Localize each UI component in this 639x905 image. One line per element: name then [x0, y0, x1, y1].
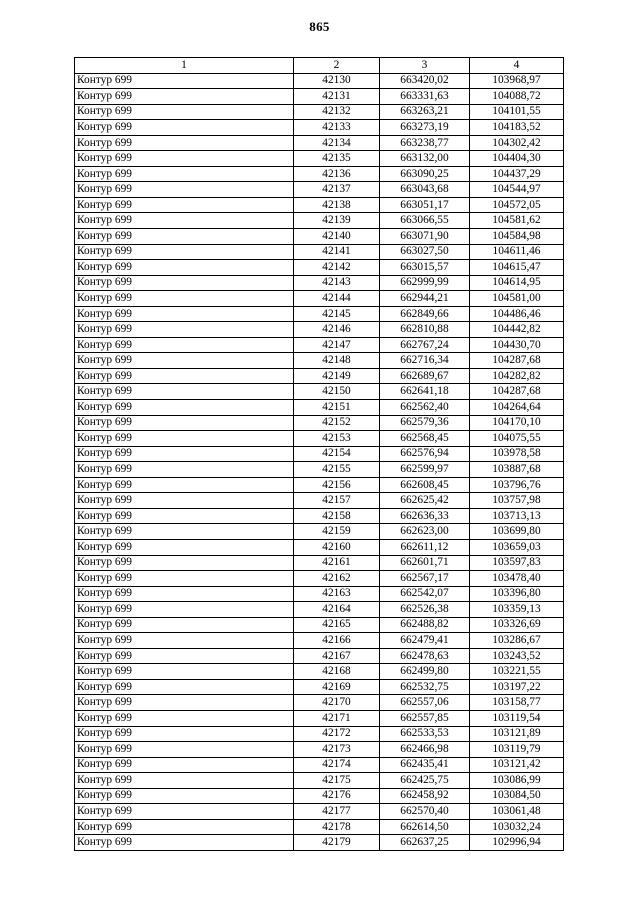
- table-row: [75, 726, 564, 742]
- table-row: [75, 773, 564, 789]
- y-coordinate-cell: 104544,97: [470, 182, 564, 198]
- y-coordinate-cell: 103084,50: [470, 788, 564, 804]
- table-row: [75, 415, 564, 431]
- y-coordinate-cell: 104611,46: [470, 244, 564, 260]
- y-coordinate-cell: 104614,95: [470, 275, 564, 291]
- table-row: [75, 291, 564, 307]
- contour-name-cell: Контур 699: [75, 446, 294, 462]
- y-coordinate-cell: 103978,58: [470, 446, 564, 462]
- point-number-cell: 42163: [294, 586, 380, 602]
- point-number-cell: 42150: [294, 384, 380, 400]
- y-coordinate-cell: 104581,00: [470, 291, 564, 307]
- y-coordinate-cell: 104437,29: [470, 166, 564, 182]
- table-row: [75, 197, 564, 213]
- point-number-cell: 42162: [294, 571, 380, 587]
- y-coordinate-cell: 103119,79: [470, 742, 564, 758]
- table-row: [75, 182, 564, 198]
- y-coordinate-cell: 103197,22: [470, 679, 564, 695]
- x-coordinate-cell: 662599,97: [380, 462, 470, 478]
- x-coordinate-cell: 662542,07: [380, 586, 470, 602]
- y-coordinate-cell: 104101,55: [470, 104, 564, 120]
- y-coordinate-cell: 104287,68: [470, 353, 564, 369]
- point-number-cell: 42172: [294, 726, 380, 742]
- x-coordinate-cell: 662568,45: [380, 431, 470, 447]
- table-row: [75, 835, 564, 851]
- point-number-cell: 42177: [294, 804, 380, 820]
- point-number-cell: 42138: [294, 197, 380, 213]
- contour-name-cell: Контур 699: [75, 260, 294, 276]
- x-coordinate-cell: 662526,38: [380, 602, 470, 618]
- contour-name-cell: Контур 699: [75, 508, 294, 524]
- table-row: [75, 617, 564, 633]
- point-number-cell: 42160: [294, 539, 380, 555]
- table-row: [75, 306, 564, 322]
- point-number-cell: 42140: [294, 229, 380, 245]
- x-coordinate-cell: 663090,25: [380, 166, 470, 182]
- point-number-cell: 42168: [294, 664, 380, 680]
- point-number-cell: 42130: [294, 73, 380, 89]
- table-row: [75, 260, 564, 276]
- table-row: [75, 742, 564, 758]
- x-coordinate-cell: 663420,02: [380, 73, 470, 89]
- x-coordinate-cell: 662689,67: [380, 368, 470, 384]
- table-row: [75, 337, 564, 353]
- x-coordinate-cell: 662944,21: [380, 291, 470, 307]
- contour-name-cell: Контур 699: [75, 384, 294, 400]
- x-coordinate-cell: 662478,63: [380, 648, 470, 664]
- table-row: [75, 679, 564, 695]
- y-coordinate-cell: 103032,24: [470, 819, 564, 835]
- table-row: [75, 648, 564, 664]
- contour-name-cell: Контур 699: [75, 804, 294, 820]
- contour-name-cell: Контур 699: [75, 586, 294, 602]
- point-number-cell: 42153: [294, 431, 380, 447]
- point-number-cell: 42179: [294, 835, 380, 851]
- header-col-2: 2: [294, 58, 380, 74]
- table-row: [75, 633, 564, 649]
- table-row: [75, 695, 564, 711]
- table-row: [75, 602, 564, 618]
- contour-name-cell: Контур 699: [75, 73, 294, 89]
- table-row: [75, 322, 564, 338]
- y-coordinate-cell: 103286,67: [470, 633, 564, 649]
- y-coordinate-cell: 104572,05: [470, 197, 564, 213]
- contour-name-cell: Контур 699: [75, 477, 294, 493]
- contour-name-cell: Контур 699: [75, 135, 294, 151]
- table-row: [75, 539, 564, 555]
- y-coordinate-cell: 103158,77: [470, 695, 564, 711]
- y-coordinate-cell: 103061,48: [470, 804, 564, 820]
- y-coordinate-cell: 103659,03: [470, 539, 564, 555]
- point-number-cell: 42147: [294, 337, 380, 353]
- y-coordinate-cell: 103796,76: [470, 477, 564, 493]
- y-coordinate-cell: 104430,70: [470, 337, 564, 353]
- table-row: [75, 586, 564, 602]
- point-number-cell: 42159: [294, 524, 380, 540]
- table-row: [75, 135, 564, 151]
- x-coordinate-cell: 663043,68: [380, 182, 470, 198]
- x-coordinate-cell: 662479,41: [380, 633, 470, 649]
- y-coordinate-cell: 104170,10: [470, 415, 564, 431]
- point-number-cell: 42137: [294, 182, 380, 198]
- table-body: [75, 73, 564, 850]
- contour-name-cell: Контур 699: [75, 742, 294, 758]
- point-number-cell: 42157: [294, 493, 380, 509]
- point-number-cell: 42144: [294, 291, 380, 307]
- contour-name-cell: Контур 699: [75, 322, 294, 338]
- point-number-cell: 42146: [294, 322, 380, 338]
- y-coordinate-cell: 103119,54: [470, 710, 564, 726]
- contour-name-cell: Контур 699: [75, 524, 294, 540]
- y-coordinate-cell: 103713,13: [470, 508, 564, 524]
- table-row: [75, 104, 564, 120]
- x-coordinate-cell: 663273,19: [380, 120, 470, 136]
- y-coordinate-cell: 103699,80: [470, 524, 564, 540]
- x-coordinate-cell: 663132,00: [380, 151, 470, 167]
- y-coordinate-cell: 103757,98: [470, 493, 564, 509]
- y-coordinate-cell: 103326,69: [470, 617, 564, 633]
- contour-name-cell: Контур 699: [75, 353, 294, 369]
- contour-name-cell: Контур 699: [75, 819, 294, 835]
- page-number: 865: [309, 19, 330, 34]
- y-coordinate-cell: 103887,68: [470, 462, 564, 478]
- contour-name-cell: Контур 699: [75, 306, 294, 322]
- table-row: [75, 555, 564, 571]
- y-coordinate-cell: 104404,30: [470, 151, 564, 167]
- contour-name-cell: Контур 699: [75, 602, 294, 618]
- contour-name-cell: Контур 699: [75, 89, 294, 105]
- x-coordinate-cell: 662458,92: [380, 788, 470, 804]
- contour-name-cell: Контур 699: [75, 773, 294, 789]
- point-number-cell: 42164: [294, 602, 380, 618]
- x-coordinate-cell: 662425,75: [380, 773, 470, 789]
- y-coordinate-cell: 104302,42: [470, 135, 564, 151]
- x-coordinate-cell: 662716,34: [380, 353, 470, 369]
- table-row: [75, 166, 564, 182]
- y-coordinate-cell: 104615,47: [470, 260, 564, 276]
- contour-name-cell: Контур 699: [75, 213, 294, 229]
- point-number-cell: 42151: [294, 400, 380, 416]
- contour-name-cell: Контур 699: [75, 462, 294, 478]
- contour-name-cell: Контур 699: [75, 835, 294, 851]
- contour-name-cell: Контур 699: [75, 166, 294, 182]
- x-coordinate-cell: 662601,71: [380, 555, 470, 571]
- table-row: [75, 508, 564, 524]
- point-number-cell: 42142: [294, 260, 380, 276]
- x-coordinate-cell: 662636,33: [380, 508, 470, 524]
- x-coordinate-cell: 662557,85: [380, 710, 470, 726]
- point-number-cell: 42170: [294, 695, 380, 711]
- contour-name-cell: Контур 699: [75, 679, 294, 695]
- table-row: [75, 664, 564, 680]
- point-number-cell: 42149: [294, 368, 380, 384]
- point-number-cell: 42145: [294, 306, 380, 322]
- contour-name-cell: Контур 699: [75, 695, 294, 711]
- contour-name-cell: Контур 699: [75, 571, 294, 587]
- contour-name-cell: Контур 699: [75, 120, 294, 136]
- point-number-cell: 42143: [294, 275, 380, 291]
- table-row: [75, 462, 564, 478]
- x-coordinate-cell: 662488,82: [380, 617, 470, 633]
- x-coordinate-cell: 662810,88: [380, 322, 470, 338]
- table-row: [75, 368, 564, 384]
- contour-name-cell: Контур 699: [75, 151, 294, 167]
- point-number-cell: 42166: [294, 633, 380, 649]
- table-row: [75, 244, 564, 260]
- contour-name-cell: Контур 699: [75, 197, 294, 213]
- table-row: [75, 431, 564, 447]
- point-number-cell: 42131: [294, 89, 380, 105]
- point-number-cell: 42178: [294, 819, 380, 835]
- table-row: [75, 788, 564, 804]
- y-coordinate-cell: 104581,62: [470, 213, 564, 229]
- y-coordinate-cell: 104287,68: [470, 384, 564, 400]
- x-coordinate-cell: 662579,36: [380, 415, 470, 431]
- contour-name-cell: Контур 699: [75, 493, 294, 509]
- x-coordinate-cell: 662570,40: [380, 804, 470, 820]
- y-coordinate-cell: 103086,99: [470, 773, 564, 789]
- contour-name-cell: Контур 699: [75, 291, 294, 307]
- table-row: [75, 477, 564, 493]
- x-coordinate-cell: 662999,99: [380, 275, 470, 291]
- y-coordinate-cell: 103121,89: [470, 726, 564, 742]
- contour-name-cell: Контур 699: [75, 726, 294, 742]
- y-coordinate-cell: 104282,82: [470, 368, 564, 384]
- contour-name-cell: Контур 699: [75, 104, 294, 120]
- contour-name-cell: Контур 699: [75, 648, 294, 664]
- table-row: [75, 89, 564, 105]
- y-coordinate-cell: 103396,80: [470, 586, 564, 602]
- table-row: [75, 151, 564, 167]
- contour-name-cell: Контур 699: [75, 400, 294, 416]
- contour-name-cell: Контур 699: [75, 539, 294, 555]
- table-row: [75, 493, 564, 509]
- y-coordinate-cell: 103597,83: [470, 555, 564, 571]
- y-coordinate-cell: 104264,64: [470, 400, 564, 416]
- point-number-cell: 42152: [294, 415, 380, 431]
- point-number-cell: 42135: [294, 151, 380, 167]
- y-coordinate-cell: 104088,72: [470, 89, 564, 105]
- x-coordinate-cell: 662499,80: [380, 664, 470, 680]
- point-number-cell: 42136: [294, 166, 380, 182]
- contour-name-cell: Контур 699: [75, 757, 294, 773]
- table-row: [75, 524, 564, 540]
- contour-name-cell: Контур 699: [75, 555, 294, 571]
- table-row: [75, 804, 564, 820]
- coordinates-table: [74, 57, 564, 851]
- x-coordinate-cell: 662562,40: [380, 400, 470, 416]
- x-coordinate-cell: 662614,50: [380, 819, 470, 835]
- contour-name-cell: Контур 699: [75, 337, 294, 353]
- x-coordinate-cell: 663331,63: [380, 89, 470, 105]
- x-coordinate-cell: 663015,57: [380, 260, 470, 276]
- point-number-cell: 42165: [294, 617, 380, 633]
- table-header: [75, 58, 564, 74]
- header-col-1: 1: [75, 58, 294, 74]
- y-coordinate-cell: 104486,46: [470, 306, 564, 322]
- point-number-cell: 42141: [294, 244, 380, 260]
- x-coordinate-cell: 662466,98: [380, 742, 470, 758]
- contour-name-cell: Контур 699: [75, 710, 294, 726]
- point-number-cell: 42161: [294, 555, 380, 571]
- table-row: [75, 571, 564, 587]
- contour-name-cell: Контур 699: [75, 244, 294, 260]
- x-coordinate-cell: 662533,53: [380, 726, 470, 742]
- x-coordinate-cell: 662532,75: [380, 679, 470, 695]
- contour-name-cell: Контур 699: [75, 415, 294, 431]
- table-row: [75, 819, 564, 835]
- x-coordinate-cell: 662637,25: [380, 835, 470, 851]
- contour-name-cell: Контур 699: [75, 788, 294, 804]
- x-coordinate-cell: 663051,17: [380, 197, 470, 213]
- x-coordinate-cell: 663071,90: [380, 229, 470, 245]
- point-number-cell: 42171: [294, 710, 380, 726]
- contour-name-cell: Контур 699: [75, 182, 294, 198]
- point-number-cell: 42154: [294, 446, 380, 462]
- y-coordinate-cell: 103968,97: [470, 73, 564, 89]
- x-coordinate-cell: 662641,18: [380, 384, 470, 400]
- table-row: [75, 400, 564, 416]
- x-coordinate-cell: 662767,24: [380, 337, 470, 353]
- point-number-cell: 42133: [294, 120, 380, 136]
- contour-name-cell: Контур 699: [75, 633, 294, 649]
- table-row: [75, 213, 564, 229]
- contour-name-cell: Контур 699: [75, 229, 294, 245]
- header-col-4: 4: [470, 58, 564, 74]
- contour-name-cell: Контур 699: [75, 617, 294, 633]
- y-coordinate-cell: 103243,52: [470, 648, 564, 664]
- table-row: [75, 384, 564, 400]
- x-coordinate-cell: 663066,55: [380, 213, 470, 229]
- x-coordinate-cell: 662567,17: [380, 571, 470, 587]
- point-number-cell: 42173: [294, 742, 380, 758]
- x-coordinate-cell: 662849,66: [380, 306, 470, 322]
- x-coordinate-cell: 663238,77: [380, 135, 470, 151]
- contour-name-cell: Контур 699: [75, 664, 294, 680]
- table-row: [75, 73, 564, 89]
- point-number-cell: 42132: [294, 104, 380, 120]
- y-coordinate-cell: 103221,55: [470, 664, 564, 680]
- table-row: [75, 446, 564, 462]
- point-number-cell: 42174: [294, 757, 380, 773]
- y-coordinate-cell: 102996,94: [470, 835, 564, 851]
- point-number-cell: 42155: [294, 462, 380, 478]
- x-coordinate-cell: 663263,21: [380, 104, 470, 120]
- header-row: [75, 58, 564, 74]
- contour-name-cell: Контур 699: [75, 368, 294, 384]
- table-row: [75, 120, 564, 136]
- point-number-cell: 42148: [294, 353, 380, 369]
- table-row: [75, 229, 564, 245]
- table-row: [75, 275, 564, 291]
- point-number-cell: 42175: [294, 773, 380, 789]
- y-coordinate-cell: 104442,82: [470, 322, 564, 338]
- point-number-cell: 42139: [294, 213, 380, 229]
- point-number-cell: 42167: [294, 648, 380, 664]
- x-coordinate-cell: 663027,50: [380, 244, 470, 260]
- x-coordinate-cell: 662611,12: [380, 539, 470, 555]
- point-number-cell: 42156: [294, 477, 380, 493]
- y-coordinate-cell: 103359,13: [470, 602, 564, 618]
- table-row: [75, 757, 564, 773]
- contour-name-cell: Контур 699: [75, 431, 294, 447]
- point-number-cell: 42176: [294, 788, 380, 804]
- x-coordinate-cell: 662608,45: [380, 477, 470, 493]
- contour-name-cell: Контур 699: [75, 275, 294, 291]
- y-coordinate-cell: 103121,42: [470, 757, 564, 773]
- x-coordinate-cell: 662623,00: [380, 524, 470, 540]
- y-coordinate-cell: 104183,52: [470, 120, 564, 136]
- table-row: [75, 710, 564, 726]
- table-row: [75, 353, 564, 369]
- point-number-cell: 42158: [294, 508, 380, 524]
- x-coordinate-cell: 662557,06: [380, 695, 470, 711]
- header-col-3: 3: [380, 58, 470, 74]
- y-coordinate-cell: 104075,55: [470, 431, 564, 447]
- x-coordinate-cell: 662435,41: [380, 757, 470, 773]
- point-number-cell: 42134: [294, 135, 380, 151]
- y-coordinate-cell: 103478,40: [470, 571, 564, 587]
- y-coordinate-cell: 104584,98: [470, 229, 564, 245]
- point-number-cell: 42169: [294, 679, 380, 695]
- x-coordinate-cell: 662576,94: [380, 446, 470, 462]
- x-coordinate-cell: 662625,42: [380, 493, 470, 509]
